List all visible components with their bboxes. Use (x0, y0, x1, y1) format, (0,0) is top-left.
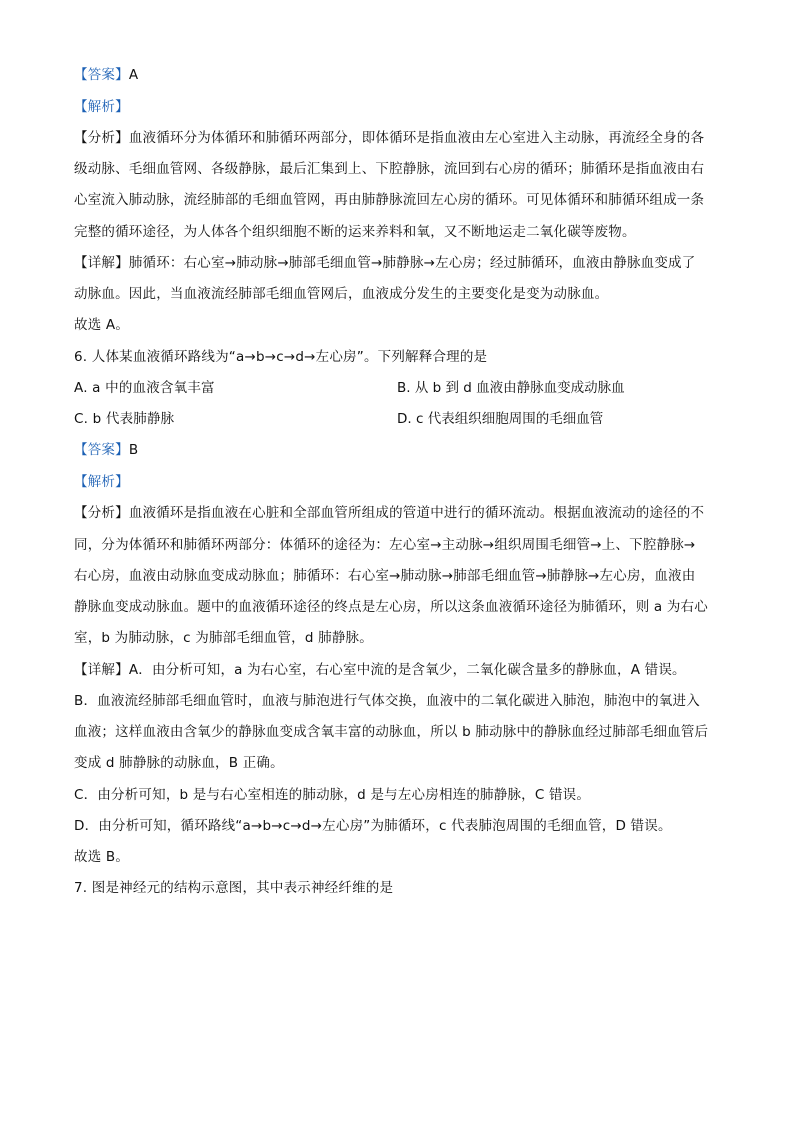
q6-xiangjie-line-1 (74, 660, 722, 680)
q6-fenxi-line-3: 右心房，血液由动脉血变成动脉血；肺循环：右心室→肺动脉→肺部毛细血管→肺静脉→左心房，血液由 (74, 568, 696, 584)
answer-value: A (128, 67, 139, 83)
q7-stem: 7. 图是神经元的结构示意图，其中表示神经纤维的是 (74, 880, 394, 896)
analysis-tag: 【解析】 (74, 99, 129, 115)
q5-fenxi-line-2: 级动脉、毛细血管网、各级静脉，最后汇集到上、下腔静脉，流回到右心房的循环；肺循环是指血液由右 (74, 161, 705, 177)
q6-option-a: A. a 中的血液含氧丰富 (74, 380, 215, 396)
q6-xiangjie-line-4: 变成 d 肺静脉的动脉血，B 正确。 (74, 755, 284, 771)
q5-xiangjie-line-2: 动脉血。因此，当血液流经肺部毛细血管网后，血液成分发生的主要变化是变为动脉血。 (74, 286, 609, 302)
analysis-tag: 【解析】 (74, 474, 129, 490)
q6-stem: 6. 人体某血液循环路线为“a→b→c→d→左心房”。下列解释合理的是 (74, 349, 488, 365)
q6-option-d: D. c 代表组织细胞周围的毛细血管 (397, 411, 604, 427)
fenxi-tag: 【分析】 (74, 130, 129, 146)
q6-fenxi-line-5: 室，b 为肺动脉，c 为肺部毛细血管，d 肺静脉。 (74, 630, 373, 646)
q6-fenxi-line-4: 静脉血变成动脉血。题中的血液循环途径的终点是左心房，所以这条血液循环途径为肺循环，则 a 为右心 (74, 599, 708, 615)
q5-fenxi-line-4: 完整的循环途径，为人体各个组织细胞不断的运来养料和氧，又不断地运走二氧化碳等废物。 (74, 224, 636, 240)
answer-tag: 【答案】 (74, 67, 129, 83)
q6-fenxi-line-2: 同，分为体循环和肺循环两部分：体循环的途径为：左心室→主动脉→组织周围毛细管→上、下腔静脉→ (74, 537, 696, 553)
q6-answer-line (74, 440, 722, 460)
q6-xiangjie-line-6: D．由分析可知，循环路线“a→b→c→d→左心房”为肺循环，c 代表肺泡周围的毛细血管，D 错误。 (74, 818, 672, 834)
q6-option-b: B. 从 b 到 d 血液由静脉血变成动脉血 (397, 380, 625, 396)
q5-fenxi-line-3: 心室流入肺动脉，流经肺部的毛细血管网，再由肺静脉流回左心房的循环。可见体循环和肺循环组成一条 (74, 192, 705, 208)
fenxi-text: 血液循环是指血液在心脏和全部血管所组成的管道中进行的循环流动。根据血液流动的途径的不 (128, 505, 705, 521)
q6-xiangjie-line-2: B．血液流经肺部毛细血管时，血液与肺泡进行气体交换，血液中的二氧化碳进入肺泡，肺泡中的氧进入 (74, 693, 700, 709)
q5-answer-line (74, 65, 722, 85)
xiangjie-tag: 【详解】 (74, 255, 129, 271)
q5-fenxi-line-1 (74, 128, 722, 148)
q6-analysis-heading (74, 472, 722, 492)
q6-conclusion: 故选 B。 (74, 849, 130, 865)
answer-value: B (128, 442, 139, 458)
answer-tag: 【答案】 (74, 442, 129, 458)
q6-option-c: C. b 代表肺静脉 (74, 411, 175, 427)
q5-xiangjie-line-1 (74, 253, 722, 273)
fenxi-tag: 【分析】 (74, 505, 129, 521)
q6-xiangjie-line-3: 血液；这样血液由含氧少的静脉血变成含氧丰富的动脉血，所以 b 肺动脉中的静脉血经过肺部毛细血管后 (74, 724, 709, 740)
fenxi-text: 血液循环分为体循环和肺循环两部分，即体循环是指血液由左心室进入主动脉，再流经全身的各 (128, 130, 705, 146)
xiangjie-text: 肺循环：右心室→肺动脉→肺部毛细血管→肺静脉→左心房；经过肺循环，血液由静脉血变成了 (128, 255, 696, 271)
q6-xiangjie-line-5: C．由分析可知，b 是与右心室相连的肺动脉，d 是与左心房相连的肺静脉，C 错误。 (74, 787, 591, 803)
q5-conclusion: 故选 A。 (74, 317, 130, 333)
q6-fenxi-line-1 (74, 503, 722, 523)
xiangjie-tag: 【详解】 (74, 662, 129, 678)
xiangjie-text: A．由分析可知，a 为右心室，右心室中流的是含氧少，二氧化碳含量多的静脉血，A 错误。 (128, 662, 686, 678)
q5-analysis-heading (74, 97, 722, 117)
